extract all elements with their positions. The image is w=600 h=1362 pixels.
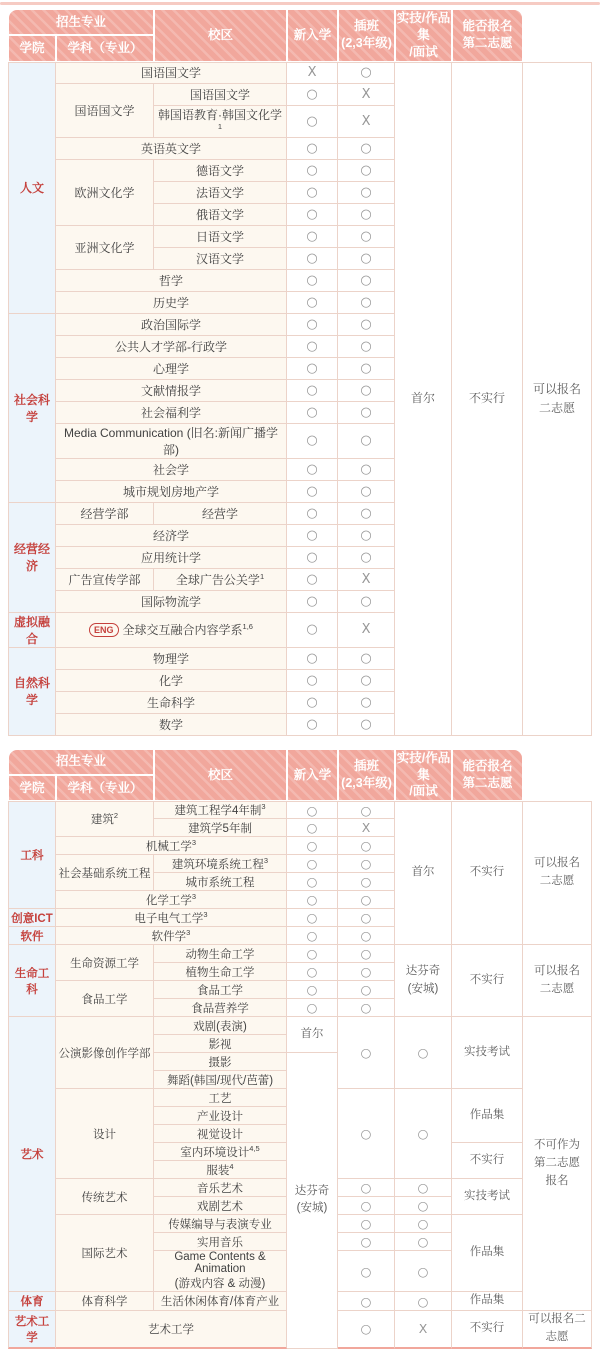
admission-mark-cell: ○ <box>395 1197 452 1215</box>
major-cell: 经济学 <box>56 525 287 547</box>
admission-table-2 <box>8 749 592 1349</box>
major-cell: 实用音乐 <box>154 1233 287 1251</box>
admission-mark-cell: ○ <box>338 801 395 819</box>
college-cell: 经营经济 <box>8 503 56 613</box>
admission-mark-cell: ○ <box>338 182 395 204</box>
admission-mark-cell: X <box>338 84 395 106</box>
major-cell: 历史学 <box>56 292 287 314</box>
major-cell: 文献情报学 <box>56 380 287 402</box>
admission-mark-cell: ○ <box>338 402 395 424</box>
college-cell: 虚拟融合 <box>8 613 56 648</box>
admission-mark-cell: ○ <box>395 1251 452 1292</box>
department-group-cell: 食品工学 <box>56 981 154 1017</box>
major-cell: 食品工学 <box>154 981 287 999</box>
department-group-cell: 体育科学 <box>56 1292 154 1311</box>
second-choice-cell: 不可作为 第二志愿 报名 <box>523 1017 592 1311</box>
admission-mark-cell: ○ <box>287 138 338 160</box>
admission-mark-cell: ○ <box>338 692 395 714</box>
admission-mark-cell: ○ <box>287 819 338 837</box>
table-row <box>8 801 592 819</box>
header-department: 学科（专业） <box>56 35 154 61</box>
admission-mark-cell: ○ <box>287 569 338 591</box>
table-2-body <box>8 801 592 1348</box>
admission-mark-cell: ○ <box>287 402 338 424</box>
admission-mark-cell: X <box>395 1311 452 1349</box>
major-cell: 软件学$^3$ <box>56 927 287 945</box>
header-enrollment-major: 招生专业 <box>8 9 154 35</box>
admission-mark-cell: ○ <box>395 1233 452 1251</box>
practical-requirement-cell: 作品集 <box>452 1089 523 1143</box>
major-cell: 食品营养学 <box>154 999 287 1017</box>
admission-mark-cell: ○ <box>338 547 395 569</box>
practical-requirement-cell: 实技考试 <box>452 1017 523 1089</box>
college-cell: 自然科学 <box>8 648 56 736</box>
admission-mark-cell: ○ <box>287 837 338 855</box>
footnote-superscript: 4,5 <box>249 1143 260 1153</box>
header-second-choice: 能否报名 第二志愿 <box>452 749 523 802</box>
major-cell: 摄影 <box>154 1053 287 1071</box>
major-cell: 韩国语教育·韩国文化学$^1$ <box>154 106 287 138</box>
admission-mark-cell: ○ <box>287 909 338 927</box>
college-cell: 艺术 <box>8 1017 56 1292</box>
admission-mark-cell: ○ <box>338 424 395 459</box>
major-cell: 化学 <box>56 670 287 692</box>
header-college: 学院 <box>8 35 56 61</box>
major-cell: 汉语文学 <box>154 248 287 270</box>
admission-mark-cell: ○ <box>338 1197 395 1215</box>
admission-mark-cell: ○ <box>338 160 395 182</box>
college-cell: 社会科学 <box>8 314 56 503</box>
admission-mark-cell: X <box>287 62 338 84</box>
major-cell: 哲学 <box>56 270 287 292</box>
major-cell: 物理学 <box>56 648 287 670</box>
department-group-cell: 欧洲文化学 <box>56 160 154 226</box>
department-group-cell: 公演影像创作学部 <box>56 1017 154 1089</box>
top-crop-line <box>0 2 600 5</box>
footnote-superscript: 1 <box>259 571 265 581</box>
major-cell: 经营学 <box>154 503 287 525</box>
admission-mark-cell: ○ <box>338 525 395 547</box>
admission-mark-cell: ○ <box>338 248 395 270</box>
department-group-cell: 社会基础系统工程 <box>56 855 154 891</box>
admission-mark-cell: X <box>338 819 395 837</box>
major-cell: 国际物流学 <box>56 591 287 613</box>
practical-requirement-cell: 不实行 <box>452 1143 523 1179</box>
admission-mark-cell: ○ <box>287 248 338 270</box>
admission-mark-cell: ○ <box>287 591 338 613</box>
practical-requirement-cell: 不实行 <box>452 945 523 1017</box>
admission-mark-cell: ○ <box>338 963 395 981</box>
department-group-cell: 传统艺术 <box>56 1179 154 1215</box>
footnote-superscript: 3 <box>186 927 191 937</box>
admission-mark-cell: ○ <box>338 837 395 855</box>
college-cell: 创意ICT <box>8 909 56 927</box>
second-choice-cell: 可以报名 二志愿 <box>523 62 592 736</box>
footnote-superscript: 1 <box>217 121 223 131</box>
admission-mark-cell: ○ <box>287 547 338 569</box>
admission-mark-cell: ○ <box>338 314 395 336</box>
admission-mark-cell: ○ <box>395 1179 452 1197</box>
header-transfer: 插班 (2,3年级) <box>338 9 395 62</box>
practical-requirement-cell: 不实行 <box>452 801 523 945</box>
header-practical-portfolio-interview: 实技/作品集 /面试 <box>395 9 452 62</box>
admission-table-1 <box>8 9 592 736</box>
major-cell: 建筑环境系统工程$^3$ <box>154 855 287 873</box>
major-cell: 舞蹈(韩国/现代/芭蕾) <box>154 1071 287 1089</box>
admission-mark-cell: ○ <box>338 1089 395 1179</box>
admission-mark-cell: ○ <box>338 999 395 1017</box>
admission-mark-cell: ○ <box>287 380 338 402</box>
major-cell: 视觉设计 <box>154 1125 287 1143</box>
practical-requirement-cell: 不实行 <box>452 62 523 736</box>
major-cell: 社会福利学 <box>56 402 287 424</box>
major-cell: 艺术工学 <box>56 1311 287 1349</box>
admission-mark-cell: ○ <box>287 999 338 1017</box>
admission-mark-cell: ○ <box>287 182 338 204</box>
admission-mark-cell: ○ <box>287 692 338 714</box>
admission-mark-cell: ○ <box>338 909 395 927</box>
college-cell: 艺术工学 <box>8 1311 56 1349</box>
admission-mark-cell: X <box>338 569 395 591</box>
admission-mark-cell: ○ <box>287 891 338 909</box>
admission-mark-cell: ○ <box>287 106 338 138</box>
admission-mark-cell: ○ <box>287 336 338 358</box>
admission-mark-cell: ○ <box>338 62 395 84</box>
admission-mark-cell: ○ <box>287 292 338 314</box>
practical-requirement-cell: 作品集 <box>452 1215 523 1292</box>
header-practical-portfolio-interview: 实技/作品集 /面试 <box>395 749 452 802</box>
admission-mark-cell: ○ <box>338 481 395 503</box>
admission-mark-cell: ○ <box>338 380 395 402</box>
major-cell: 心理学 <box>56 358 287 380</box>
admission-mark-cell: ○ <box>338 270 395 292</box>
header-campus: 校区 <box>154 9 287 62</box>
admission-mark-cell: ○ <box>338 927 395 945</box>
major-cell: 化学工学$^3$ <box>56 891 287 909</box>
admission-mark-cell: ○ <box>338 1311 395 1349</box>
major-cell: 机械工学$^3$ <box>56 837 287 855</box>
second-choice-cell: 可以报名 二志愿 <box>523 945 592 1017</box>
practical-requirement-cell: 实技考试 <box>452 1179 523 1215</box>
admission-mark-cell: ○ <box>287 459 338 481</box>
major-cell: 动物生命工学 <box>154 945 287 963</box>
table-header <box>8 9 592 62</box>
major-cell: 植物生命工学 <box>154 963 287 981</box>
table-row <box>8 1017 592 1035</box>
college-cell: 人文 <box>8 62 56 314</box>
major-cell: 应用统计学 <box>56 547 287 569</box>
admission-mark-cell: ○ <box>287 963 338 981</box>
college-cell: 工科 <box>8 801 56 909</box>
admission-mark-cell: ○ <box>338 138 395 160</box>
admission-mark-cell: ○ <box>338 459 395 481</box>
admission-mark-cell: ○ <box>287 801 338 819</box>
header-new-admission: 新入学 <box>287 9 338 62</box>
major-cell: Game Contents & Animation (游戏内容 & 动漫) <box>154 1251 287 1292</box>
practical-requirement-cell: 不实行 <box>452 1311 523 1349</box>
major-cell: 音乐艺术 <box>154 1179 287 1197</box>
admission-mark-cell: ○ <box>338 591 395 613</box>
header-second-choice: 能否报名 第二志愿 <box>452 9 523 62</box>
major-cell: 城市规划房地产学 <box>56 481 287 503</box>
admission-mark-cell: ○ <box>287 481 338 503</box>
admission-mark-cell: ○ <box>338 1292 395 1311</box>
major-cell: 生命科学 <box>56 692 287 714</box>
admission-mark-cell: ○ <box>395 1089 452 1179</box>
major-cell: 服装$^4$ <box>154 1161 287 1179</box>
footnote-superscript: 3 <box>191 891 197 901</box>
admission-mark-cell: X <box>338 613 395 648</box>
table-row <box>8 62 592 84</box>
major-cell: 数学 <box>56 714 287 736</box>
admission-mark-cell: ○ <box>395 1292 452 1311</box>
header-transfer: 插班 (2,3年级) <box>338 749 395 802</box>
admission-mark-cell: ○ <box>287 424 338 459</box>
admission-mark-cell: ○ <box>338 1233 395 1251</box>
department-group-cell: 亚洲文化学 <box>56 226 154 270</box>
major-cell: 国语国文学 <box>56 62 287 84</box>
major-cell: 俄语文学 <box>154 204 287 226</box>
admission-mark-cell: ○ <box>287 525 338 547</box>
major-cell: 生活休闲体育/体育产业 <box>154 1292 287 1311</box>
admission-mark-cell: ○ <box>338 503 395 525</box>
admission-mark-cell: ○ <box>287 855 338 873</box>
admission-mark-cell: ○ <box>338 358 395 380</box>
footnote-superscript: 1,6 <box>242 622 253 632</box>
admission-mark-cell: ○ <box>338 670 395 692</box>
admission-mark-cell: ○ <box>287 270 338 292</box>
admission-mark-cell: ○ <box>287 314 338 336</box>
admission-mark-cell: ○ <box>287 714 338 736</box>
table-header <box>8 749 592 802</box>
department-group-cell: 广告宣传学部 <box>56 569 154 591</box>
college-cell: 软件 <box>8 927 56 945</box>
major-cell: 社会学 <box>56 459 287 481</box>
admission-mark-cell: ○ <box>338 873 395 891</box>
major-cell: 工艺 <box>154 1089 287 1107</box>
department-group-cell: 生命资源工学 <box>56 945 154 981</box>
admission-mark-cell: ○ <box>338 204 395 226</box>
admission-mark-cell: ○ <box>395 1215 452 1233</box>
major-cell: 国语国文学 <box>154 84 287 106</box>
campus-cell: 达芬奇 (安城) <box>287 1053 338 1348</box>
admission-mark-cell: ○ <box>287 84 338 106</box>
major-cell: 城市系统工程 <box>154 873 287 891</box>
major-cell: 日语文学 <box>154 226 287 248</box>
major-cell: 政治国际学 <box>56 314 287 336</box>
footnote-superscript: 3 <box>203 909 208 919</box>
admission-mark-cell: ○ <box>338 1215 395 1233</box>
header-campus: 校区 <box>154 749 287 802</box>
department-group-cell: 设计 <box>56 1089 154 1179</box>
admission-mark-cell: ○ <box>395 1017 452 1089</box>
campus-cell: 首尔 <box>395 801 452 945</box>
admission-mark-cell: ○ <box>338 891 395 909</box>
admission-mark-cell: ○ <box>338 648 395 670</box>
admission-mark-cell: ○ <box>338 336 395 358</box>
practical-requirement-cell: 作品集 <box>452 1292 523 1311</box>
admission-mark-cell: X <box>338 106 395 138</box>
admission-mark-cell: ○ <box>338 292 395 314</box>
major-cell: 德语文学 <box>154 160 287 182</box>
admission-mark-cell: ○ <box>338 855 395 873</box>
admission-mark-cell: ○ <box>287 358 338 380</box>
admission-mark-cell: ○ <box>338 1017 395 1089</box>
admission-mark-cell: ○ <box>287 204 338 226</box>
admission-mark-cell: ○ <box>338 1179 395 1197</box>
department-group-cell: 国际艺术 <box>56 1215 154 1292</box>
footnote-superscript: 3 <box>261 802 266 812</box>
major-cell: 全球广告公关学$^1$ <box>154 569 287 591</box>
college-cell: 生命工科 <box>8 945 56 1017</box>
major-cell: 法语文学 <box>154 182 287 204</box>
major-cell: 建筑工程学4年制$^3$ <box>154 801 287 819</box>
second-choice-cell: 可以报名二志愿 <box>523 1311 592 1349</box>
admission-mark-cell: ○ <box>287 873 338 891</box>
admission-mark-cell: ○ <box>287 160 338 182</box>
campus-cell: 首尔 <box>287 1017 338 1053</box>
admission-mark-cell: ○ <box>287 981 338 999</box>
major-cell: 影视 <box>154 1035 287 1053</box>
department-group-cell: 经营学部 <box>56 503 154 525</box>
major-cell: 室内环境设计$^{4,5}$ <box>154 1143 287 1161</box>
header-college: 学院 <box>8 775 56 801</box>
footnote-superscript: 3 <box>191 837 197 847</box>
admission-mark-cell: ○ <box>338 714 395 736</box>
admission-tables-page <box>0 9 600 1349</box>
eng-badge: ENG <box>89 623 119 637</box>
admission-mark-cell: ○ <box>287 670 338 692</box>
major-cell: 建筑学5年制 <box>154 819 287 837</box>
admission-mark-cell: ○ <box>287 945 338 963</box>
table-1-body <box>8 62 592 736</box>
admission-mark-cell: ○ <box>287 226 338 248</box>
college-cell: 体育 <box>8 1292 56 1311</box>
major-cell: 戏剧(表演) <box>154 1017 287 1035</box>
department-group-cell: 国语国文学 <box>56 84 154 138</box>
admission-mark-cell: ○ <box>338 981 395 999</box>
major-cell: 传媒编导与表演专业 <box>154 1215 287 1233</box>
header-new-admission: 新入学 <box>287 749 338 802</box>
second-choice-cell: 可以报名 二志愿 <box>523 801 592 945</box>
admission-mark-cell: ○ <box>287 613 338 648</box>
major-cell: 戏剧艺术 <box>154 1197 287 1215</box>
major-cell: 电子电气工学$^3$ <box>56 909 287 927</box>
footnote-superscript: 4 <box>229 1161 234 1171</box>
admission-mark-cell: ○ <box>338 226 395 248</box>
campus-cell: 首尔 <box>395 62 452 736</box>
major-cell: 英语英文学 <box>56 138 287 160</box>
admission-mark-cell: ○ <box>338 945 395 963</box>
table-row <box>8 945 592 963</box>
footnote-superscript: 2 <box>113 811 119 821</box>
major-cell: 产业设计 <box>154 1107 287 1125</box>
major-cell: 公共人才学部-行政学 <box>56 336 287 358</box>
department-group-cell: 建筑$^2$ <box>56 801 154 837</box>
admission-mark-cell: ○ <box>287 927 338 945</box>
header-department: 学科（专业） <box>56 775 154 801</box>
major-cell: Media Communication (旧名:新闻广播学部) <box>56 424 287 459</box>
admission-mark-cell: ○ <box>287 503 338 525</box>
admission-mark-cell: ○ <box>338 1251 395 1292</box>
header-enrollment-major: 招生专业 <box>8 749 154 775</box>
footnote-superscript: 3 <box>263 855 269 865</box>
major-cell: ENG 全球交互融合内容学系$^{1,6}$ <box>56 613 287 648</box>
admission-mark-cell: ○ <box>287 648 338 670</box>
campus-cell: 达芬奇 (安城) <box>395 945 452 1017</box>
